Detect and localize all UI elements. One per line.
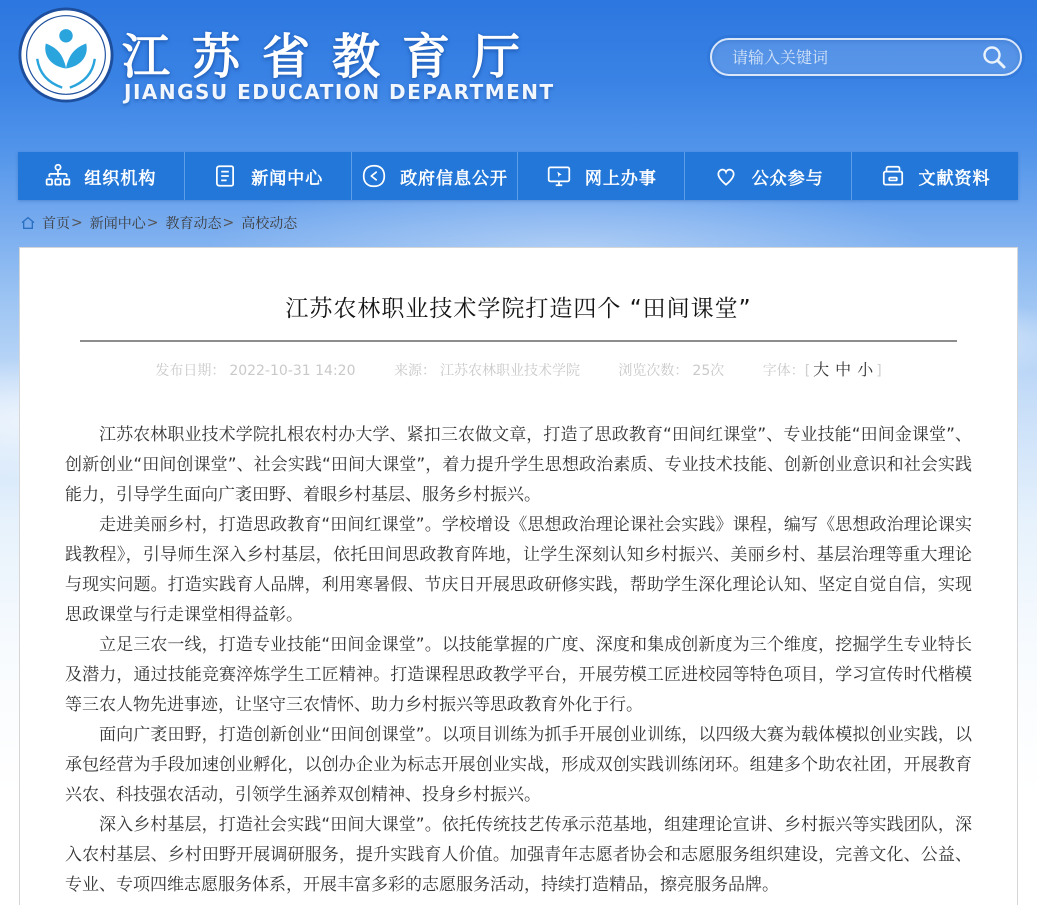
article-paragraph: 走进美丽乡村，打造思政教育“田间红课堂”。学校增设《思想政治理论课社会实践》课程，编写《思想政治理论课实践教程》，引导师生深入乡村基层，依托田间思政教育阵地，让学生深刻认知乡村振兴、美丽乡村、基层治理等重大理论与现实问题。打造实践育人品牌，利用寒暑假、节庆日开展思政研修实践，帮助学生深化理论认知、坚定自觉自信，实现思政课堂与行走课堂相得益彰。 <box>65 515 972 625</box>
publish-date: 发布日期： 2022-10-31 14:20 <box>155 363 356 379</box>
nav-item-gov-info-disclosure[interactable] <box>352 152 519 200</box>
article-source: 来源： 江苏农林职业技术学院 <box>393 363 580 379</box>
article-paragraph: 深入乡村基层，打造社会实践“田间大课堂”。依托传统技艺传承示范基地，组建理论宣讲、乡村振兴等实践团队，深入农村基层、乡村田野开展调研服务，提升实践育人价值。加强青年志愿者协会和志愿服务组织建设，完善文化、公益、专业、专项四维志愿服务体系，开展丰富多彩的志愿服务活动，持续打造精品，擦亮服务品牌。 <box>65 815 972 895</box>
article-title: 江苏农林职业技术学院打造四个 “田间课堂” <box>285 296 752 322</box>
heart-icon <box>713 163 739 189</box>
article-paragraph: 江苏农林职业技术学院扎根农村办大学、紧扣三农做文章，打造了思政教育“田间红课堂”、专业技能“田间金课堂”、创新创业“田间创课堂”、社会实践“田间大课堂”，着力提升学生思想政治素质、专业技术技能、创新创业意识和社会实践能力，引导学生面向广袤田野、着眼乡村基层、服务乡村振兴。 <box>65 425 972 505</box>
nav-label: 网上办事 <box>584 168 657 189</box>
nav-label: 组织机构 <box>84 168 157 189</box>
font-size-small-button[interactable]: 小 <box>857 360 874 379</box>
search-button[interactable] <box>980 43 1008 71</box>
nav-label: 新闻中心 <box>251 168 324 189</box>
nav-item-news[interactable] <box>185 152 352 200</box>
news-icon <box>212 163 238 189</box>
search-icon <box>980 43 1008 71</box>
title-divider <box>80 340 957 342</box>
online-services-icon <box>546 163 572 189</box>
site-subtitle: JIANGSU EDUCATION DEPARTMENT <box>124 80 555 104</box>
main-nav <box>18 152 1018 200</box>
breadcrumb-news-center[interactable]: 新闻中心 <box>89 216 146 232</box>
font-size-medium-button[interactable]: 中 <box>835 360 852 379</box>
breadcrumb-home[interactable]: 首页 <box>42 216 70 232</box>
breadcrumb-university-news[interactable]: 高校动态 <box>241 216 298 232</box>
jiangsu-education-logo <box>18 7 114 103</box>
article-panel <box>19 247 1018 905</box>
font-size-control: 字体：[ 大 中 小 ] <box>762 360 882 379</box>
nav-label: 公众参与 <box>751 168 824 189</box>
nav-item-documents[interactable] <box>852 152 1018 200</box>
nav-label: 政府信息公开 <box>400 168 509 189</box>
home-icon <box>20 215 36 231</box>
site-title: 江苏省教育厅 <box>122 29 543 85</box>
nav-item-organization[interactable] <box>18 152 185 200</box>
breadcrumb <box>20 213 297 233</box>
nav-item-online-services[interactable] <box>518 152 685 200</box>
search-input[interactable] <box>730 47 980 68</box>
breadcrumb-separator: > <box>222 215 235 231</box>
search-box <box>710 38 1022 76</box>
view-count: 浏览次数： 25次 <box>618 363 725 379</box>
site-header <box>0 0 1037 130</box>
article-meta <box>20 357 1017 380</box>
article-body <box>65 420 972 900</box>
logo-emblem-icon <box>18 7 114 103</box>
font-size-large-button[interactable]: 大 <box>813 360 830 379</box>
article-paragraph: 面向广袤田野，打造创新创业“田间创课堂”。以项目训练为抓手开展创业训练，以四级大赛为载体模拟创业实践，以承包经营为手段加速创业孵化，以创办企业为标志开展创业实战，形成双创实践训练闭环。组建多个助农社团，开展教育兴农、科技强农活动，引领学生涵养双创精神、投身乡村振兴。 <box>65 725 972 805</box>
nav-item-public-participation[interactable] <box>685 152 852 200</box>
org-chart-icon <box>45 163 71 189</box>
info-disclosure-icon <box>361 163 387 189</box>
nav-label: 文献资料 <box>918 168 991 189</box>
documents-icon <box>880 163 906 189</box>
article-paragraph: 立足三农一线，打造专业技能“田间金课堂”。以技能掌握的广度、深度和集成创新度为三个维度，挖掘学生专业特长及潜力，通过技能竞赛淬炼学生工匠精神。打造课程思政教学平台，开展劳模工匠进校园等特色项目，学习宣传时代楷模等三农人物先进事迹，让坚守三农情怀、助力乡村振兴等思政教育外化于行。 <box>65 635 972 715</box>
breadcrumb-education-news[interactable]: 教育动态 <box>165 216 222 232</box>
breadcrumb-separator: > <box>71 215 83 231</box>
breadcrumb-separator: > <box>146 215 159 231</box>
